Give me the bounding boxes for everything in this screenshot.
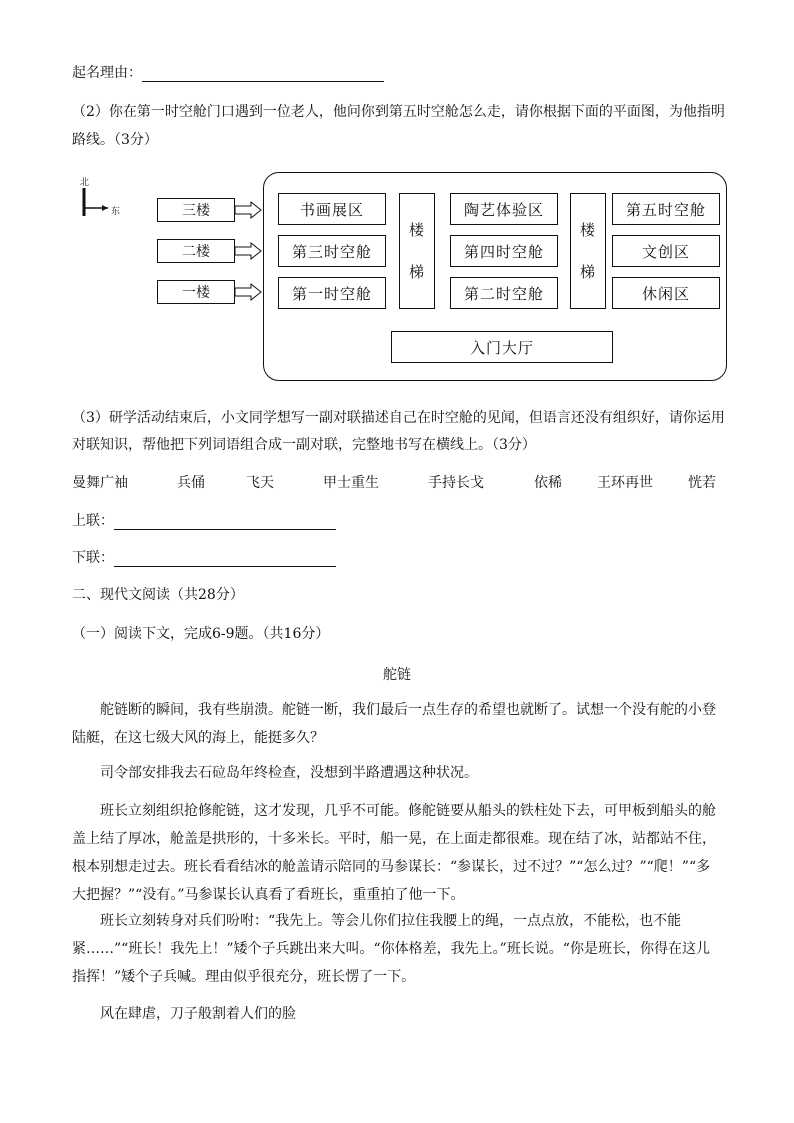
room-pottery-area: 陶艺体验区: [450, 193, 558, 225]
paragraph: 班长立刻转身对兵们吩咐：“我先上。等会儿你们拉住我腰上的绳，一点点放，不能松，也不能紧……”“班长！我先上！”矮个子兵跳出来大叫。“你体格差，我先上。”班长说。“你是班长，你得在这儿指挥！”矮个子兵喊。理由似乎很充分，班长愣了一下。: [72, 913, 710, 985]
article-title: 舵链: [383, 667, 411, 683]
couplet-upper-label: 上联：: [72, 513, 114, 529]
room-leisure-area: 休闲区: [612, 277, 720, 309]
stairs-char: 梯: [579, 263, 596, 281]
q3-line1: （3）研学活动结束后，小文同学想写一副对联描述自己在时空舱的见闻，但语言还没有组织好，请你运用: [72, 410, 725, 426]
word-item: 曼舞广袖: [72, 475, 128, 491]
word-item: 甲士重生: [323, 475, 379, 491]
floor-label-2: 二楼: [157, 239, 235, 263]
room-capsule-3: 第三时空舱: [278, 235, 386, 267]
couplet-lower-blank[interactable]: [114, 552, 336, 567]
arrow-icon: [235, 202, 261, 218]
word-item: 飞天: [246, 475, 274, 491]
room-calligraphy-area: 书画展区: [278, 193, 386, 225]
couplet-lower-label: 下联：: [72, 550, 114, 566]
room-capsule-1: 第一时空舱: [278, 277, 386, 309]
section-heading: 二、现代文阅读（共28分）: [72, 587, 244, 603]
room-entrance-hall: 入门大厅: [391, 331, 613, 363]
word-item: 依稀: [534, 475, 562, 491]
paragraph-block: [72, 797, 722, 909]
naming-reason-line: [72, 64, 384, 82]
stairs-char: 楼: [408, 221, 425, 239]
couplet-upper-blank[interactable]: [114, 515, 336, 530]
floor-label-3: 三楼: [157, 198, 235, 222]
paragraph: 舵链断的瞬间，我有些崩溃。舵链一断，我们最后一点生存的希望也就断了。试想一个没有舵的小登陆艇，在这七级大风的海上，能挺多久？: [72, 702, 716, 746]
q2-line2: 路线。（3分）: [72, 132, 158, 148]
naming-reason-label: 起名理由：: [72, 65, 142, 81]
room-capsule-4: 第四时空舱: [450, 235, 558, 267]
word-item: 恍若: [688, 475, 716, 491]
paragraph-block: [72, 907, 722, 991]
word-item: 兵俑: [177, 475, 205, 491]
stairs-right: [570, 193, 606, 309]
naming-reason-blank[interactable]: [142, 67, 384, 82]
floor-label-1: 一楼: [157, 280, 235, 304]
stairs-char: 梯: [408, 263, 425, 281]
arrow-icon: [235, 284, 261, 300]
word-item: 手持长戈: [428, 475, 484, 491]
compass-north-label: 北: [80, 178, 90, 188]
room-creative-area: 文创区: [612, 235, 720, 267]
subsection-heading: （一）阅读下文，完成6-9题。（共16分）: [72, 626, 330, 642]
word-item: 王环再世: [597, 475, 653, 491]
stairs-char: 楼: [579, 221, 596, 239]
room-capsule-5: 第五时空舱: [612, 193, 720, 225]
paragraph-block: [72, 759, 722, 787]
paragraph: 班长立刻组织抢修舵链，这才发现，几乎不可能。修舵链要从船头的铁柱处下去，可甲板到船头的舱盖上结了厚冰，舱盖是拱形的，十多米长。平时，船一晃，在上面走都很难。现在结了冰，站都站不住，根本别想走过去。班长看看结冰的舱盖请示陪同的马参谋长：“参谋长，过不过？”“怎么过？”“爬！”“多大把握？”“没有。”马参谋长认真看了看班长，重重拍了他一下。: [72, 803, 716, 903]
paragraph-block: [72, 1000, 722, 1028]
paragraph: 风在肆虐，刀子般割着人们的脸: [100, 1006, 296, 1022]
compass-east-label: 东: [111, 207, 121, 217]
compass-icon: [72, 186, 112, 220]
q2-line1: （2）你在第一时空舱门口遇到一位老人，他问你到第五时空舱怎么走，请你根据下面的平面图，为他指明: [72, 104, 725, 120]
article-body: [72, 696, 722, 752]
couplet-lower-line: [72, 549, 336, 567]
q3-line2: 对联知识，帮他把下列词语组合成一副对联，完整地书写在横线上。（3分）: [72, 437, 536, 453]
paragraph: 司令部安排我去石砬岛年终检查，没想到半路遭遇这种状况。: [100, 765, 478, 781]
couplet-upper-line: [72, 512, 336, 530]
floor-arrows: [235, 198, 265, 308]
stairs-left: [399, 193, 435, 309]
arrow-icon: [235, 243, 261, 259]
room-capsule-2: 第二时空舱: [450, 277, 558, 309]
